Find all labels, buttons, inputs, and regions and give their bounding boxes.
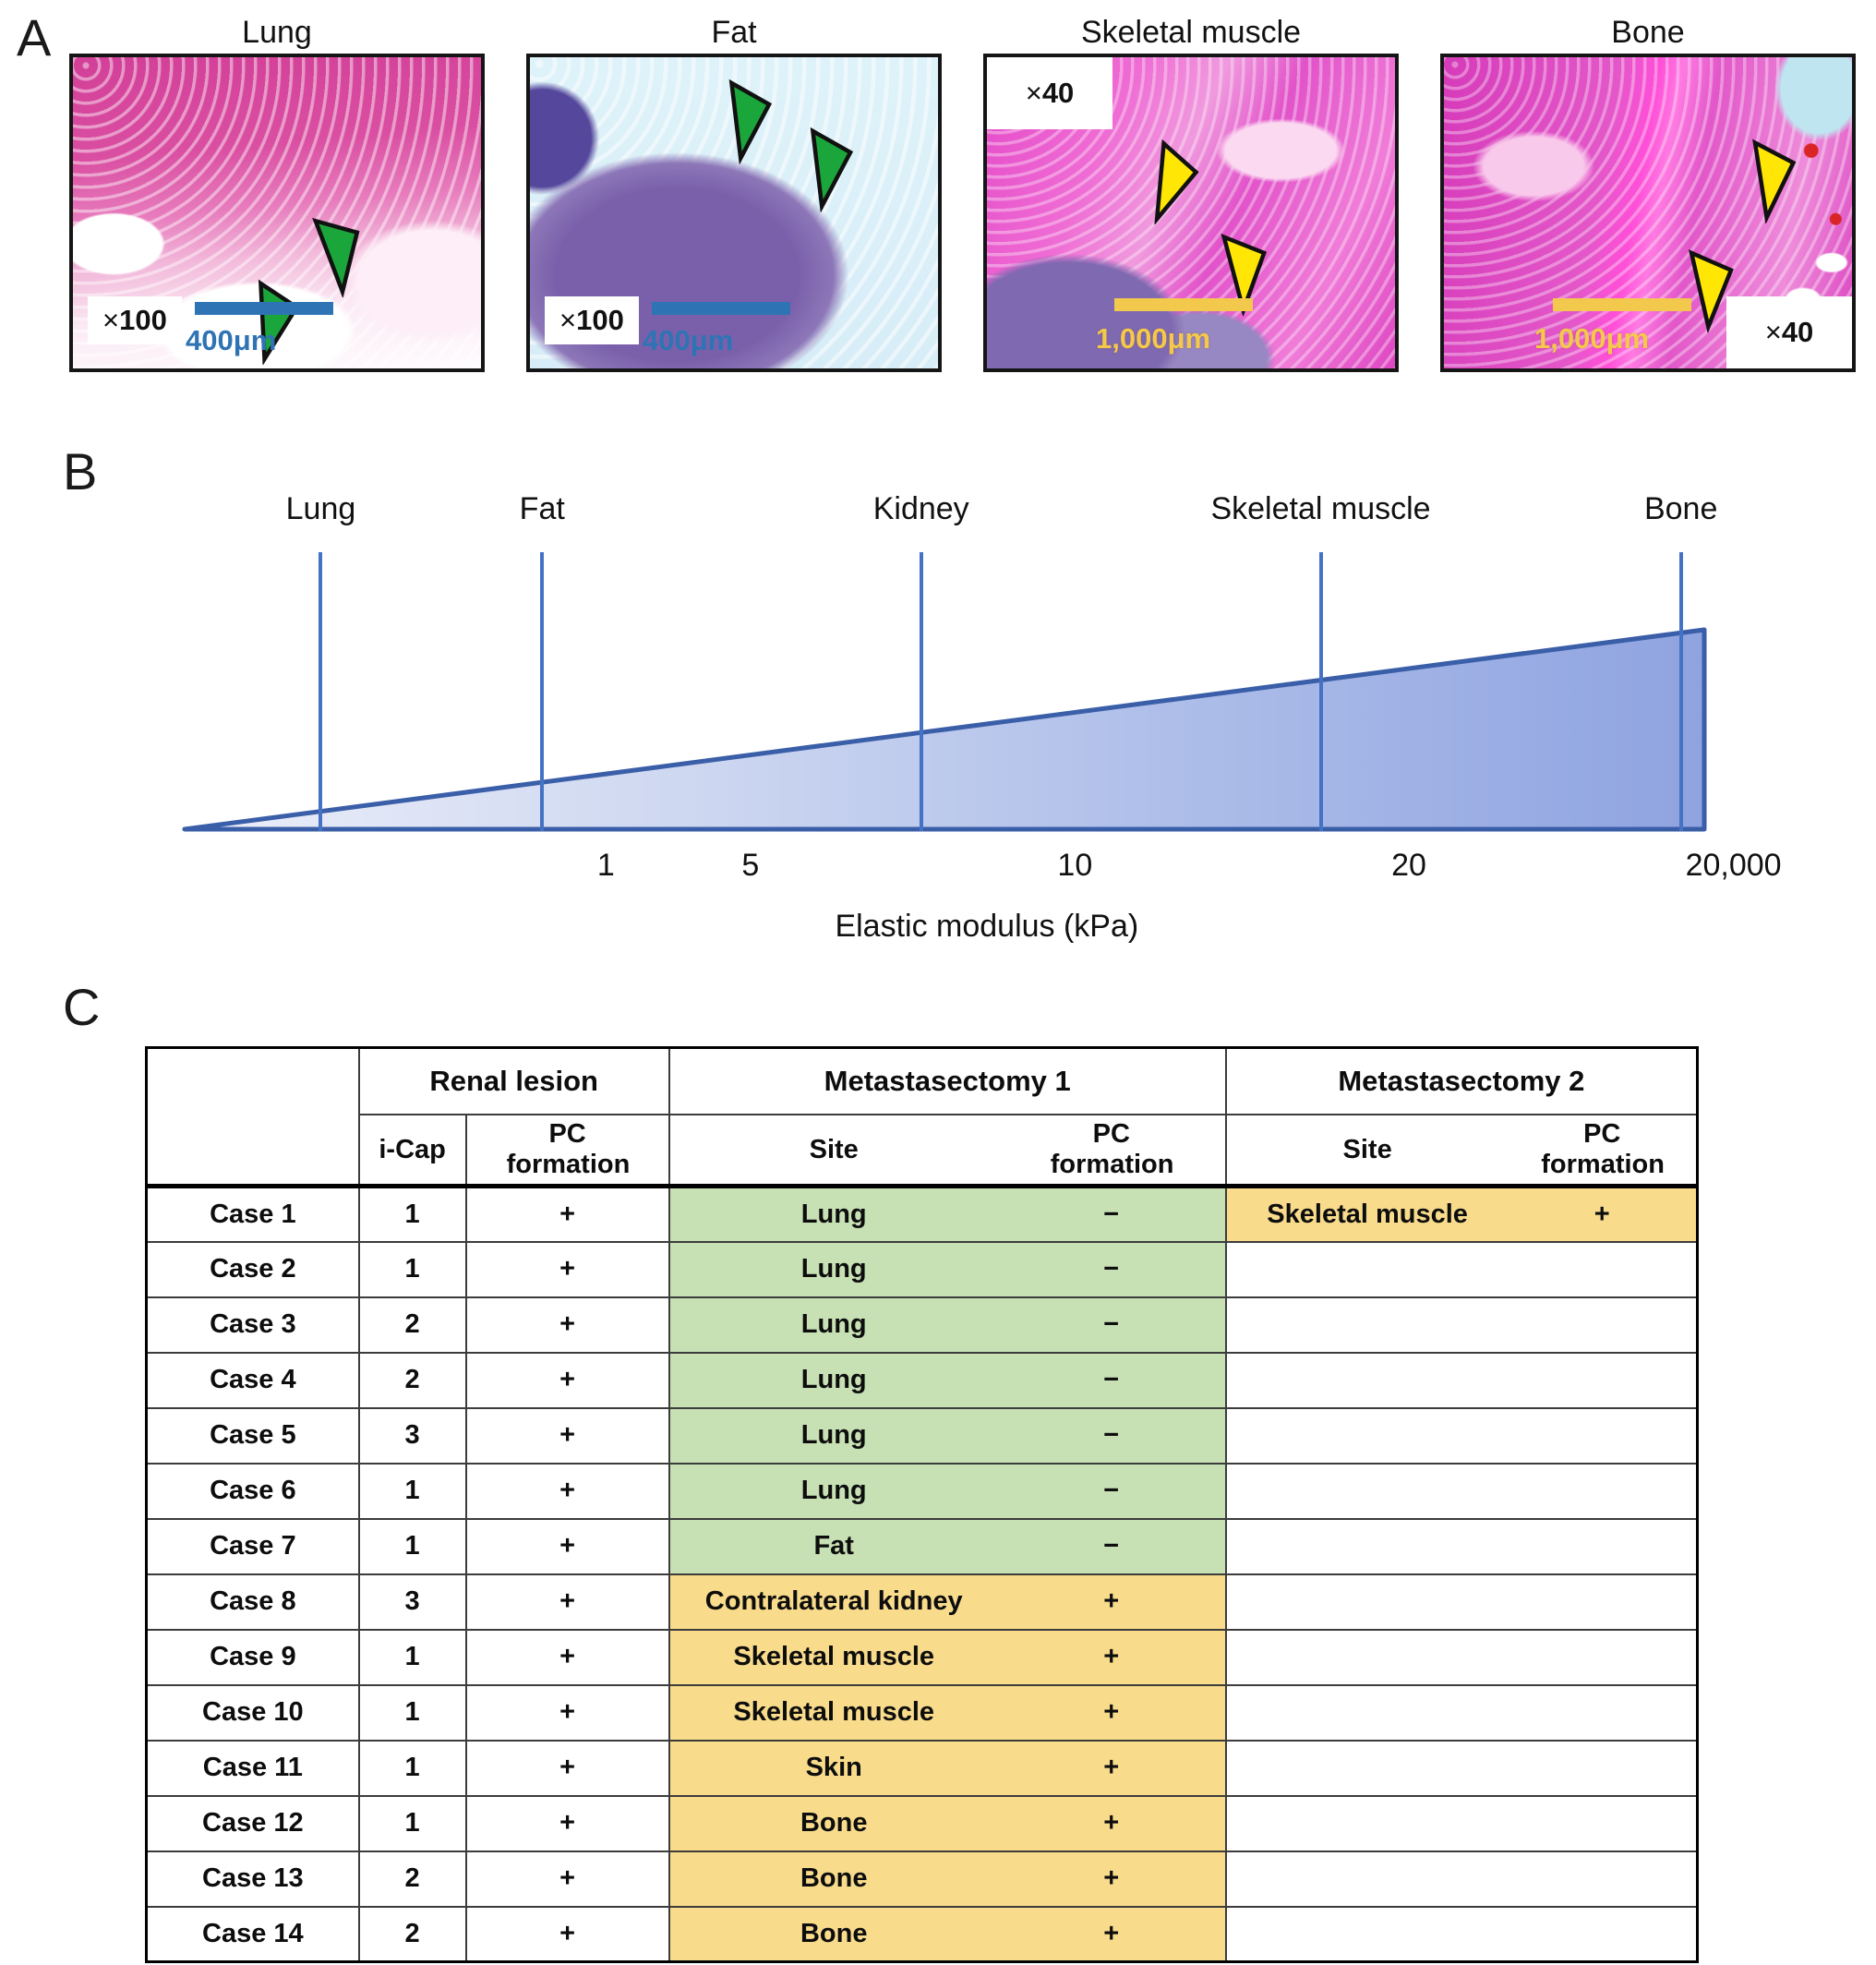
elastic-modulus-diagram — [0, 434, 1876, 951]
met1-pc: − — [998, 1297, 1226, 1353]
scale-bar-label: 400μm — [643, 324, 734, 356]
met1-site: Bone — [669, 1907, 998, 1962]
histology-image-bone — [1440, 54, 1856, 372]
tissue-label-bone: Bone — [1643, 491, 1718, 526]
met1-pc: + — [998, 1907, 1226, 1962]
met1-pc: + — [998, 1574, 1226, 1630]
met1-site: Lung — [669, 1464, 998, 1519]
met1-pc: − — [998, 1353, 1226, 1408]
met1-site: Skeletal muscle — [669, 1630, 998, 1685]
x-axis-label: Elastic modulus (kPa) — [835, 909, 1139, 944]
met2-pc — [1509, 1464, 1698, 1519]
table-row — [147, 1741, 1698, 1796]
table-row — [147, 1297, 1698, 1353]
icap-value: 1 — [359, 1464, 466, 1519]
table-row — [147, 1187, 1698, 1242]
icap-value: 1 — [359, 1685, 466, 1741]
met1-site: Lung — [669, 1242, 998, 1297]
met2-pc — [1509, 1408, 1698, 1464]
met2-pc — [1509, 1353, 1698, 1408]
tissue-marker-line — [1679, 552, 1683, 831]
met1-pc: + — [998, 1630, 1226, 1685]
met2-pc — [1509, 1907, 1698, 1962]
case-label: Case 1 — [147, 1187, 359, 1242]
icap-value: 2 — [359, 1297, 466, 1353]
renal-pc-value: + — [466, 1187, 669, 1242]
met2-site — [1226, 1851, 1509, 1907]
renal-pc-value: + — [466, 1353, 669, 1408]
table-row — [147, 1796, 1698, 1851]
scale-bar — [1553, 298, 1691, 311]
met2-site — [1226, 1796, 1509, 1851]
arrowhead-icon — [1136, 138, 1206, 232]
renal-pc-value: + — [466, 1464, 669, 1519]
met2-pc — [1509, 1630, 1698, 1685]
met2-site — [1226, 1408, 1509, 1464]
table-row — [147, 1519, 1698, 1574]
corner-cell — [147, 1048, 359, 1187]
table-row — [147, 1242, 1698, 1297]
scale-bar — [1114, 298, 1253, 311]
renal-pc-value: + — [466, 1741, 669, 1796]
met2-site: Skeletal muscle — [1226, 1187, 1509, 1242]
group-header-metastasectomy-2: Metastasectomy 2 — [1226, 1048, 1698, 1115]
arrowhead-icon — [1747, 139, 1797, 223]
tissue-label-fat: Fat — [519, 491, 565, 526]
histology-figure-lung — [69, 11, 485, 372]
icap-value: 2 — [359, 1353, 466, 1408]
magnification-label: ×100 — [545, 296, 639, 344]
case-label: Case 8 — [147, 1574, 359, 1630]
met2-site — [1226, 1464, 1509, 1519]
met1-site: Lung — [669, 1297, 998, 1353]
group-header-metastasectomy-1: Metastasectomy 1 — [669, 1048, 1226, 1115]
met1-site: Lung — [669, 1187, 998, 1242]
case-label: Case 14 — [147, 1907, 359, 1962]
met1-pc: − — [998, 1242, 1226, 1297]
met2-site — [1226, 1685, 1509, 1741]
case-label: Case 6 — [147, 1464, 359, 1519]
renal-pc-value: + — [466, 1796, 669, 1851]
met1-pc: − — [998, 1187, 1226, 1242]
icap-value: 2 — [359, 1851, 466, 1907]
table-row — [147, 1630, 1698, 1685]
renal-pc-value: + — [466, 1851, 669, 1907]
scale-bar — [652, 302, 790, 315]
renal-pc-value: + — [466, 1297, 669, 1353]
histology-image-lung — [69, 54, 485, 372]
table-row — [147, 1907, 1698, 1962]
met1-pc: − — [998, 1519, 1226, 1574]
panel-a-label: A — [17, 8, 52, 66]
met2-pc — [1509, 1796, 1698, 1851]
met1-site: Bone — [669, 1796, 998, 1851]
renal-pc-value: + — [466, 1408, 669, 1464]
group-header-renal-lesion: Renal lesion — [359, 1048, 669, 1115]
arrowhead-icon — [720, 78, 773, 165]
column-header-site: Site — [669, 1115, 998, 1187]
icap-value: 1 — [359, 1630, 466, 1685]
table-row — [147, 1408, 1698, 1464]
met1-pc: + — [998, 1851, 1226, 1907]
renal-pc-value: + — [466, 1242, 669, 1297]
case-label: Case 13 — [147, 1851, 359, 1907]
met1-pc: + — [998, 1741, 1226, 1796]
case-table — [145, 1046, 1699, 1963]
renal-pc-value: + — [466, 1685, 669, 1741]
case-label: Case 5 — [147, 1408, 359, 1464]
axis-tick: 5 — [741, 848, 760, 883]
met2-site — [1226, 1907, 1509, 1962]
icap-value: 2 — [359, 1907, 466, 1962]
histology-title: Skeletal muscle — [1080, 15, 1302, 50]
axis-tick: 20 — [1391, 848, 1426, 883]
met2-pc — [1509, 1519, 1698, 1574]
icap-value: 1 — [359, 1519, 466, 1574]
arrowhead-icon — [307, 208, 373, 301]
icap-value: 1 — [359, 1187, 466, 1242]
histology-image-fat — [526, 54, 942, 372]
table-row — [147, 1353, 1698, 1408]
met1-pc: + — [998, 1796, 1226, 1851]
met1-site: Fat — [669, 1519, 998, 1574]
met2-site — [1226, 1242, 1509, 1297]
icap-value: 3 — [359, 1574, 466, 1630]
met2-pc — [1509, 1574, 1698, 1630]
met1-site: Lung — [669, 1408, 998, 1464]
met2-site — [1226, 1741, 1509, 1796]
met1-pc: + — [998, 1685, 1226, 1741]
met2-pc: + — [1509, 1187, 1698, 1242]
tissue-marker-line — [1319, 552, 1323, 831]
met2-site — [1226, 1574, 1509, 1630]
met1-site: Contralateral kidney — [669, 1574, 998, 1630]
met1-site: Skin — [669, 1741, 998, 1796]
scale-bar — [195, 302, 333, 315]
histology-title: Lung — [242, 15, 312, 50]
tissue-label-kidney: Kidney — [872, 491, 969, 526]
met2-pc — [1509, 1297, 1698, 1353]
met2-site — [1226, 1353, 1509, 1408]
table-row — [147, 1851, 1698, 1907]
arrowhead-icon — [801, 127, 854, 213]
met2-site — [1226, 1630, 1509, 1685]
magnification-label: ×100 — [88, 296, 182, 344]
histology-figure-bone — [1440, 11, 1856, 372]
renal-pc-value: + — [466, 1630, 669, 1685]
table-row — [147, 1685, 1698, 1741]
magnification-label: × 40 — [1726, 296, 1852, 368]
tissue-label-lung: Lung — [285, 491, 356, 526]
met1-site: Bone — [669, 1851, 998, 1907]
icap-value: 1 — [359, 1741, 466, 1796]
histology-figure-fat — [526, 11, 942, 372]
column-header-icap: i-Cap — [359, 1115, 466, 1187]
scale-bar-label: 1,000μm — [1096, 322, 1211, 355]
case-label: Case 7 — [147, 1519, 359, 1574]
table-row — [147, 1574, 1698, 1630]
histology-figure-skeletal-muscle — [983, 11, 1399, 372]
case-label: Case 10 — [147, 1685, 359, 1741]
case-label: Case 4 — [147, 1353, 359, 1408]
column-header-pc-formation: PC formation — [1509, 1115, 1698, 1187]
column-header-site: Site — [1226, 1115, 1509, 1187]
scale-bar-label: 400μm — [186, 324, 277, 356]
met1-pc: − — [998, 1464, 1226, 1519]
axis-tick: 20,000 — [1685, 848, 1782, 883]
histology-title: Bone — [1611, 15, 1685, 50]
met1-site: Lung — [669, 1353, 998, 1408]
case-label: Case 12 — [147, 1796, 359, 1851]
histology-image-skeletal-muscle — [983, 54, 1399, 372]
case-label: Case 11 — [147, 1741, 359, 1796]
table-row — [147, 1464, 1698, 1519]
renal-pc-value: + — [466, 1519, 669, 1574]
met2-site — [1226, 1297, 1509, 1353]
case-label: Case 2 — [147, 1242, 359, 1297]
met2-pc — [1509, 1741, 1698, 1796]
axis-tick: 10 — [1057, 848, 1093, 883]
tissue-marker-line — [319, 552, 322, 831]
case-label: Case 9 — [147, 1630, 359, 1685]
renal-pc-value: + — [466, 1907, 669, 1962]
case-label: Case 3 — [147, 1297, 359, 1353]
icap-value: 1 — [359, 1242, 466, 1297]
tissue-label-skeletal-muscle: Skeletal muscle — [1210, 491, 1431, 526]
renal-pc-value: + — [466, 1574, 669, 1630]
met2-pc — [1509, 1685, 1698, 1741]
met1-site: Skeletal muscle — [669, 1685, 998, 1741]
panel-b-label: B — [63, 442, 98, 500]
column-header-pc-formation: PC formation — [998, 1115, 1226, 1187]
axis-tick: 1 — [596, 848, 615, 883]
met1-pc: − — [998, 1408, 1226, 1464]
scale-bar-label: 1,000μm — [1534, 322, 1650, 355]
magnification-label: × 40 — [987, 57, 1112, 129]
histology-title: Fat — [711, 15, 757, 50]
column-header-pc-formation: PC formation — [466, 1115, 669, 1187]
panel-c-label: C — [63, 978, 101, 1036]
met2-site — [1226, 1519, 1509, 1574]
met2-pc — [1509, 1851, 1698, 1907]
icap-value: 1 — [359, 1796, 466, 1851]
icap-value: 3 — [359, 1408, 466, 1464]
tissue-marker-line — [920, 552, 923, 831]
tissue-marker-line — [540, 552, 544, 831]
met2-pc — [1509, 1242, 1698, 1297]
